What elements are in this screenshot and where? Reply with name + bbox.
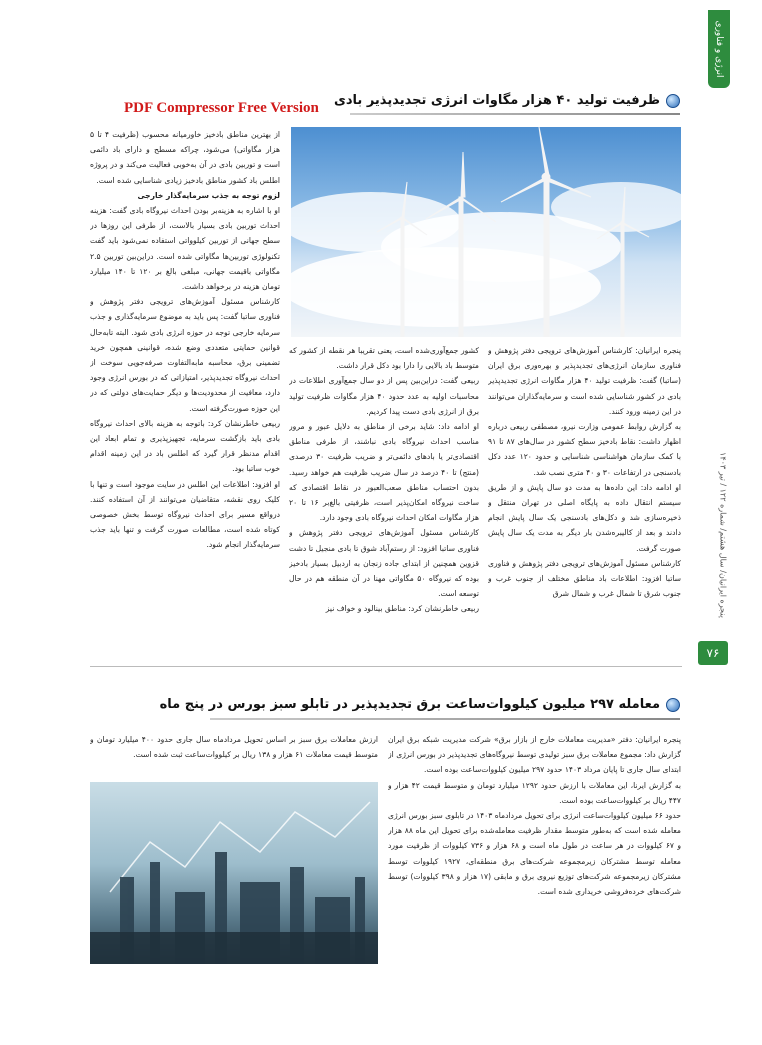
article-divider (90, 666, 682, 667)
paragraph: ارزش معاملات برق سبز بر اساس تحویل مردادماه سال جاری حدود ۴۰۰ میلیارد تومان و متوسط قیمت معاملات ۶۱ هزار و ۱۳۸ ریال بر کیلووات‌ساعت ثبت شده است. (90, 735, 378, 760)
article2-title-bar (160, 697, 680, 712)
issue-info (716, 420, 730, 650)
paragraph: کارشناس مسئول آموزش‌های ترویجی دفتر پژوهش و فناوری ساتبا افزود: از رستم‌آباد شوق تا بادی منجیل تا دشت قزوین همچنین از ابتدای جاده زنجان به اردبیل بسیار بادخیز بوده که نیروگاه ۵۰ مگاواتی مهنا در آن منطقه هم در حال توسعه است. (289, 528, 479, 599)
paragraph: پنجره ایرانیان: کارشناس آموزش‌های ترویجی دفتر پژوهش و فناوری سازمان انرژی‌های تجدیدپذیر و بهره‌وری برق ایران (ساتبا) گفت: ظرفیت تولید ۴۰ هزار مگاوات انرژی تجدیدپذیر بادی در کشور شناسایی شده است و سرمایه‌گذاران می‌توانند در این زمینه ورود کنند. (488, 346, 681, 416)
watermark: PDF Compressor Free Version (124, 100, 319, 116)
paragraph: کشور جمع‌آوری‌شده است، یعنی تقریبا هر نقطه از کشور که متوسط باد بالایی را دارا بود دکل قرار داشت. (289, 346, 479, 371)
paragraph: او ادامه داد: این داده‌ها به مدت دو سال پایش و از طریق سیستم انتقال داده به پایگاه اصلی در تهران منتقل و ذخیره‌سازی شد و دکل‌های بادسنجی یک سال پایش انجام دادند و بعد از کالیبره‌شدن بار دیگر به مدت یک سال پایش صورت گرفت. (488, 482, 681, 553)
paragraph: او افزود: اطلاعات این اطلس در سایت موجود است و تنها با کلیک روی نقشه، متقاضیان می‌توانند از آن استفاده کنند. درواقع مسیر برای احداث نیروگاه توسط بخش خصوصی کوتاه شده است، مطالعات صورت گرفت و تنها باید جذب سرمایه‌گذار انجام شود. (90, 479, 280, 550)
article1-column-middle (289, 343, 479, 667)
wind-turbine-illustration (291, 127, 681, 337)
wind-turbine-photo (291, 127, 681, 337)
article1-title-bar (334, 93, 680, 108)
article1-column-left (90, 127, 280, 679)
article1-column-right (488, 343, 681, 667)
paragraph: از بهترین مناطق بادخیز خاورمیانه محسوب (ظرفیت ۴ تا ۵ هزار مگاواتی) می‌شود، چراکه مسطح و دارای باد دائمی است و توربین بادی در آن به‌خوبی فعالیت می‌کند و در پروژه اطلس باد کشور مناطق بادخیز زیادی شناسایی شده است. (90, 130, 280, 185)
title-rule (350, 113, 680, 115)
paragraph: حدود ۶۶ میلیون کیلووات‌ساعت انرژی برای تحویل مردادماه ۱۴۰۳ در تابلوی سبز بورس انرژی معامله شده است که به‌طور متوسط مقدار ظرفیت معامله‌شده برای تحویل این ماه ۸۸ هزار و ۶۷ کیلووات در هر ساعت در طول ماه است و ۶۸ هزار و ۷۳۶ کیلووات از ظرفیت مورد معامله توسط مشترکان زیرمجموعه شرکت‌های برق منطقه‌ای، ۱۹۲۷ کیلووات توسط مشترکان زیرمجموعه شرکت‌های توزیع نیروی برق و مابقی (۱۷ هزار و ۳۹۸ کیلووات) توسط شرکت‌های خرده‌فروشی خریداری شده است. (388, 811, 681, 897)
paragraph: ربیعی گفت: دراین‌بین پس از دو سال جمع‌آوری اطلاعات در محاسبات اولیه به عدد حدود ۴۰ هزار مگاوات ظرفیت تولید برق از انرژی بادی دست پیدا کردیم. (289, 376, 479, 416)
title-bullet-icon (666, 94, 680, 108)
article1-title: ظرفیت تولید ۴۰ هزار مگاوات انرژی تجدیدپذیر بادی (333, 93, 660, 108)
paragraph: پنجره ایرانیان: دفتر «مدیریت معاملات خارج از بازار برق» شرکت مدیریت شبکه برق ایران گزارش داد: مجموع معاملات برق سبز تولیدی توسط نیروگاه‌های تجدیدپذیر در بورس انرژی از ابتدای سال جاری تا پایان مرداد ۱۴۰۳ حدود ۲۹۷ میلیون کیلووات‌ساعت بوده است. (388, 735, 681, 775)
title-bullet-icon (666, 698, 680, 712)
page-number: ۷۶ (698, 641, 728, 665)
subheading: لزوم توجه به جذب سرمایه‌گذار خارجی (137, 190, 280, 200)
paragraph: کارشناس مسئول آموزش‌های ترویجی دفتر پژوهش و فناوری ساتبا افزود: اطلاعات باد مناطق مختلف از جنوب غرب و جنوب شرق تا شمال غرب و شمال شرق (488, 558, 681, 599)
paragraph: او ادامه داد: شاید برخی از مناطق به دلایل عبور و مرور مناسب احداث نیروگاه بادی نباشند، از طرفی مناطق اقتصادی‌تر یا بادهای دائمی‌تر و ضریب ظرفیت ۳۰ درصدی (منتج) تا ۴۰ درصد در سال ضریب ظرفیت هم خواهد رسید. بدون احتساب مناطق صعب‌العبور در نقاط اقتصادی که ساخت نیروگاه امکان‌پذیر است، ظرفیتی بالغ‌بر ۱۶ تا ۲۰ هزار مگاوات امکان احداث نیروگاه بادی وجود دارد. (289, 422, 479, 523)
industrial-plant-photo (90, 782, 378, 964)
paragraph: به گزارش ایرنا، این معاملات با ارزش حدود ۱۲۹۲ میلیارد تومان و متوسط قیمت ۴۲ هزار و ۴۴۷ ریال بر کیلووات‌ساعت بوده است. (388, 780, 681, 805)
issue-info-label: پنجره ایرانیان/ سال هشتم/ شماره ۱۲۲ / تیر ۱۴۰۳ (718, 452, 728, 618)
paragraph: به گزارش روابط عمومی وزارت نیرو، مصطفی ربیعی درباره اظهار داشت: نقاط بادخیز سطح کشور در سال‌های ۸۷ تا ۹۱ با کمک سازمان هواشناسی شناسایی و حدود ۱۲۰ عدد دکل بادسنجی در ارتفاعات ۳۰ و ۴۰ متری نصب شد. (488, 422, 681, 477)
paragraph: او با اشاره به هزینه‌بر بودن احداث نیروگاه بادی گفت: هزینه احداث توربین بادی بسیار بالاست، از طرفی این روزها در سطح جهانی از توربین کیلوواتی استفاده نمی‌شود باید گفت تکنولوژی توربین‌ها مگاواتی شده است. دراین‌بین توربین ۲.۵ مگاواتی باقیمت جهانی، مبلغی بالغ بر ۱۲۰ تا ۱۴۰ میلیارد تومان هزینه در برخواهد داشت. (90, 206, 280, 292)
title-rule (210, 718, 680, 720)
paragraph: کارشناس مسئول آموزش‌های ترویجی دفتر پژوهش و فناوری ساتبا گفت: پس باید به موضوع سرمایه‌گذاری و جذب سرمایه خارجی توجه در حوزه انرژی بادی شود. البته تابه‌حال قوانین حمایتی متعددی وضع شده، قوانینی همچون خرید تضمینی برق، محاسبه مابه‌التفاوت صرفه‌جویی سوخت از احداث نیروگاه تجدیدپذیر، امتیازاتی که در بورس انرژی وجود دارد، معافیت از محدودیت‌ها و دیگر حمایت‌های دولتی که در این حوزه صورت‌گرفته است. (90, 297, 280, 413)
article2-column-left (90, 732, 378, 778)
section-tab[interactable] (708, 10, 730, 88)
paragraph: ربیعی خاطرنشان کرد: مناطق بینالود و خواف نیز (325, 604, 479, 614)
article2-title: معامله ۲۹۷ میلیون کیلووات‌ساعت برق تجدیدپذیر در تابلو سبز بورس در پنج ماه (159, 697, 660, 712)
section-tab-label: انرژی و فناوری (714, 20, 724, 78)
refinery-illustration (90, 782, 378, 964)
paragraph: ربیعی خاطرنشان کرد: باتوجه به هزینه بالای احداث نیروگاه بادی باید بازگشت سرمایه، تجهیزپذیری و تمام ابعاد این اقدام مدنظر قرار گیرد که اطلس باد در این زمینه اقدام خوب ساتبا بود. (90, 418, 280, 474)
article2-column-right (388, 732, 681, 976)
